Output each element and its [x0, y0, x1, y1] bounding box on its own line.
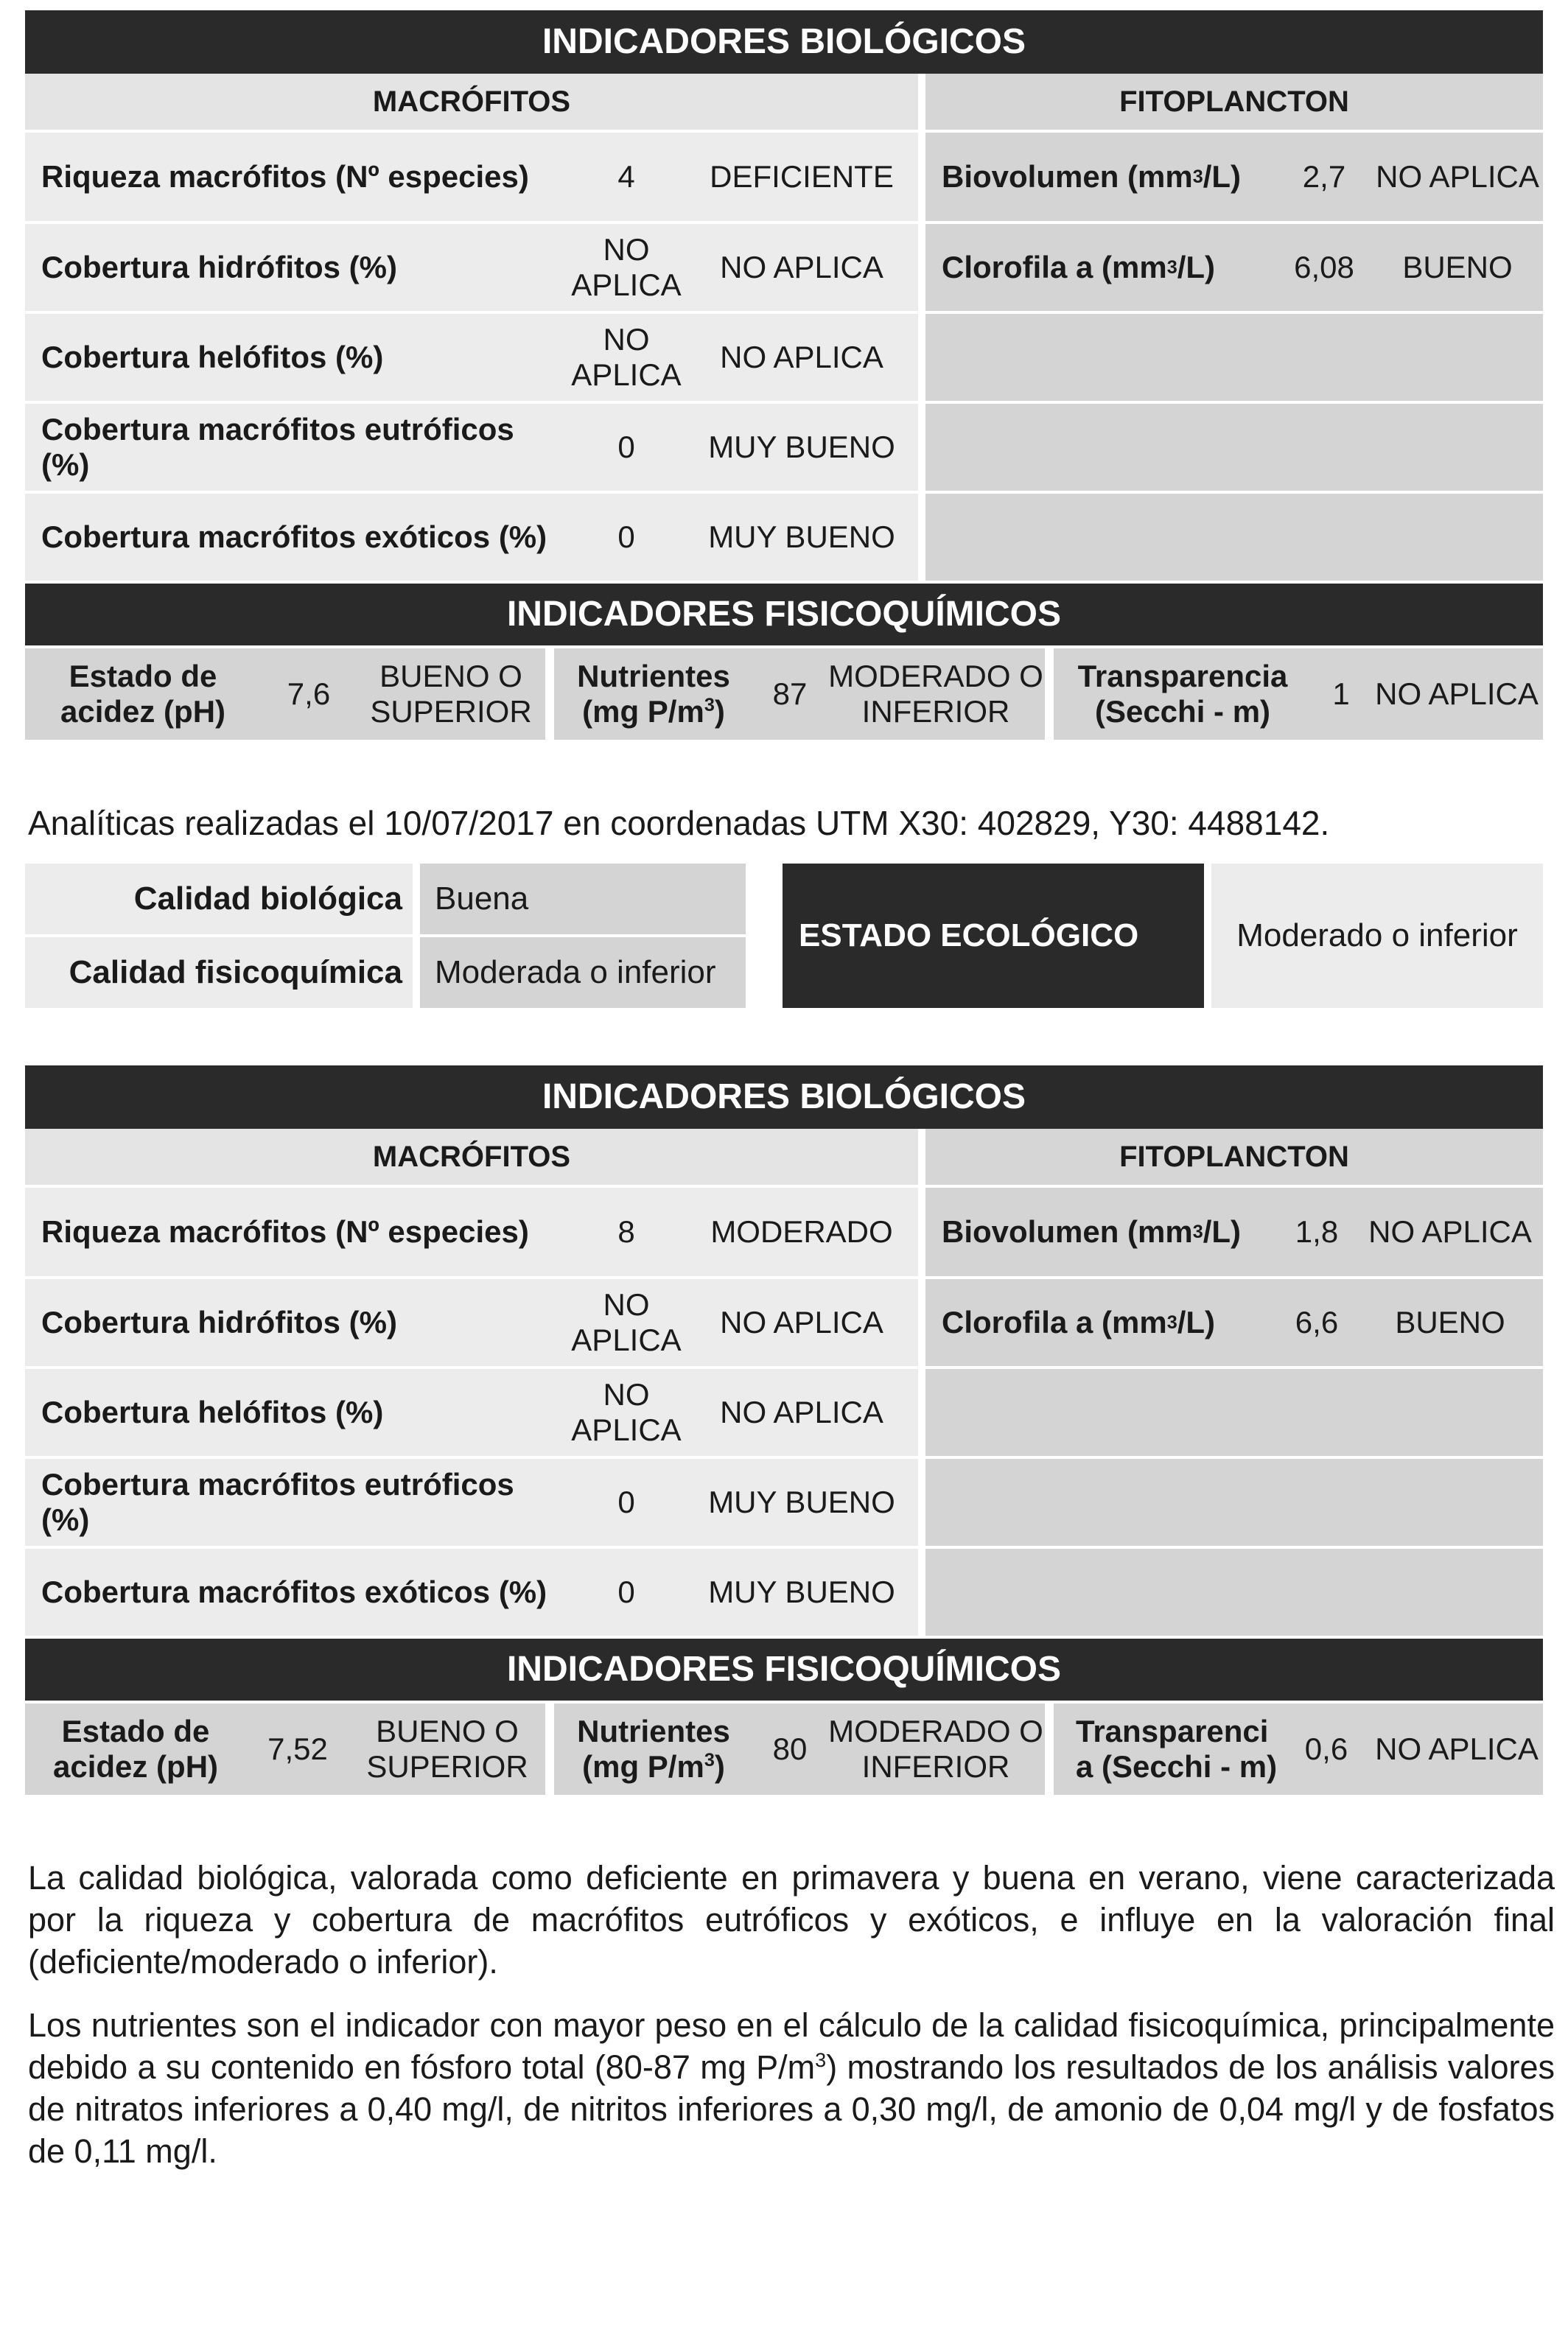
macro-row-label: Riqueza macrófitos (Nº especies) — [25, 133, 567, 221]
fq-label: Nutrientes (mg $P/m^3$) — [554, 1704, 753, 1795]
fito-row-label: Clorofila a (mm 3 /L) — [925, 224, 1276, 311]
fito-header: FITOPLANCTON — [925, 74, 1543, 130]
fito-row-status: BUENO — [1372, 224, 1543, 311]
macro-row-value: 8 — [567, 1188, 685, 1276]
macro-row-status: MUY BUENO — [685, 494, 918, 581]
fito-row-value: 6,08 — [1276, 224, 1372, 311]
fq-status: MODERADO O INFERIOR — [827, 648, 1045, 740]
fq-value: 1 — [1312, 648, 1371, 740]
fito-empty-row — [925, 1549, 1543, 1636]
fq-quality-value: Moderada o inferior — [420, 937, 746, 1008]
fito-row-value: 1,8 — [1276, 1188, 1357, 1276]
macro-row-status: NO APLICA — [685, 1369, 918, 1456]
bio-quality-value: Buena — [420, 864, 746, 934]
macro-row-label: Cobertura macrófitos eutróficos (%) — [25, 1459, 567, 1546]
macro-row-label: Cobertura hidrófitos (%) — [25, 1279, 567, 1366]
fito-row-status: NO APLICA — [1357, 1188, 1543, 1276]
fq-value: 80 — [753, 1704, 827, 1795]
fq-title: INDICADORES FISICOQUÍMICOS — [25, 584, 1543, 645]
fito-empty-row — [925, 314, 1543, 401]
fito-row-label: Biovolumen (mm 3 /L) — [925, 133, 1276, 221]
fito-row-label: Biovolumen (mm 3 /L) — [925, 1188, 1276, 1276]
fito-row-value: 6,6 — [1276, 1279, 1357, 1366]
eco-state-label: ESTADO ECOLÓGICO — [783, 864, 1204, 1008]
fito-row-status: BUENO — [1357, 1279, 1543, 1366]
fito-empty-row — [925, 404, 1543, 491]
macro-row-value: 0 — [567, 1549, 685, 1636]
fq-status: BUENO O SUPERIOR — [357, 648, 545, 740]
macro-row-label: Cobertura macrófitos exóticos (%) — [25, 1549, 567, 1636]
macro-row-status: MUY BUENO — [685, 404, 918, 491]
macro-header: MACRÓFITOS — [25, 74, 918, 130]
fq-status: MODERADO O INFERIOR — [827, 1704, 1045, 1795]
fito-header: FITOPLANCTON — [925, 1129, 1543, 1185]
paragraph-1: La calidad biológica, valorada como deficiente en primavera y buena en verano, viene caracterizada por la riqueza y cobertura de macrófitos eutróficos y exóticos, e influye en la valoración final (deficiente/moderado o inferior). — [28, 1859, 1555, 1981]
fq-label: Estado de acidez (pH) — [25, 1704, 246, 1795]
fq-value: 0,6 — [1282, 1704, 1371, 1795]
macro-row-status: NO APLICA — [685, 224, 918, 311]
macro-row-value: NO APLICA — [567, 224, 685, 311]
fito-row-status: NO APLICA — [1372, 133, 1543, 221]
macro-row-label: Cobertura helófitos (%) — [25, 1369, 567, 1456]
macro-header: MACRÓFITOS — [25, 1129, 918, 1185]
macro-row-value: NO APLICA — [567, 1369, 685, 1456]
macro-row-label: Cobertura macrófitos eutróficos (%) — [25, 404, 567, 491]
macro-row-label: Cobertura helófitos (%) — [25, 314, 567, 401]
analysis-note: Analíticas realizadas el 10/07/2017 en coordenadas UTM X30: 402829, Y30: 4488142. — [28, 804, 1330, 842]
macro-row-value: 0 — [567, 1459, 685, 1546]
fq-status: NO APLICA — [1371, 648, 1543, 740]
macro-row-status: NO APLICA — [685, 1279, 918, 1366]
macro-row-value: NO APLICA — [567, 314, 685, 401]
fq-status: BUENO O SUPERIOR — [349, 1704, 545, 1795]
fq-label: Estado de acidez (pH) — [25, 648, 261, 740]
macro-row-value: 0 — [567, 494, 685, 581]
bio-title: INDICADORES BIOLÓGICOS — [25, 10, 1543, 74]
fito-row-value: 2,7 — [1276, 133, 1372, 221]
fq-status: NO APLICA — [1371, 1704, 1543, 1795]
macro-row-value: 4 — [567, 133, 685, 221]
fq-label: Transparenci a (Secchi - m) — [1054, 1704, 1282, 1795]
fq-label: Nutrientes (mg $P/m^3$) — [554, 648, 753, 740]
macro-row-status: NO APLICA — [685, 314, 918, 401]
fito-empty-row — [925, 1369, 1543, 1456]
macro-row-status: MUY BUENO — [685, 1459, 918, 1546]
fq-value: 87 — [753, 648, 827, 740]
macro-row-label: Riqueza macrófitos (Nº especies) — [25, 1188, 567, 1276]
bio-title: INDICADORES BIOLÓGICOS — [25, 1065, 1543, 1129]
fq-quality-label: Calidad fisicoquímica — [25, 937, 413, 1008]
macro-row-status: DEFICIENTE — [685, 133, 918, 221]
fq-value: 7,6 — [261, 648, 357, 740]
macro-row-value: NO APLICA — [567, 1279, 685, 1366]
fito-row-label: Clorofila a (mm 3 /L) — [925, 1279, 1276, 1366]
fq-label: Transparencia (Secchi - m) — [1054, 648, 1312, 740]
macro-row-status: MODERADO — [685, 1188, 918, 1276]
fq-value: 7,52 — [246, 1704, 349, 1795]
macro-row-label: Cobertura hidrófitos (%) — [25, 224, 567, 311]
bio-quality-label: Calidad biológica — [25, 864, 413, 934]
macro-row-status: MUY BUENO — [685, 1549, 918, 1636]
macro-row-value: 0 — [567, 404, 685, 491]
fito-empty-row — [925, 1459, 1543, 1546]
fq-title: INDICADORES FISICOQUÍMICOS — [25, 1639, 1543, 1701]
fito-empty-row — [925, 494, 1543, 581]
eco-state-value: Moderado o inferior — [1211, 864, 1543, 1008]
paragraph-2: Los nutrientes son el indicador con mayor peso en el cálculo de la calidad fisicoquímica, principalmente debido a su contenido en fósforo total (80-87 mg $P/m^3$) mostrando los resultados de los análisis valores de nitratos inferiores a 0,40 mg/l, de nitritos inferiores a 0,30 mg/l, de amonio de 0,04 mg/l y de fosfatos de 0,11 mg/l. — [28, 2006, 1555, 2170]
macro-row-label: Cobertura macrófitos exóticos (%) — [25, 494, 567, 581]
